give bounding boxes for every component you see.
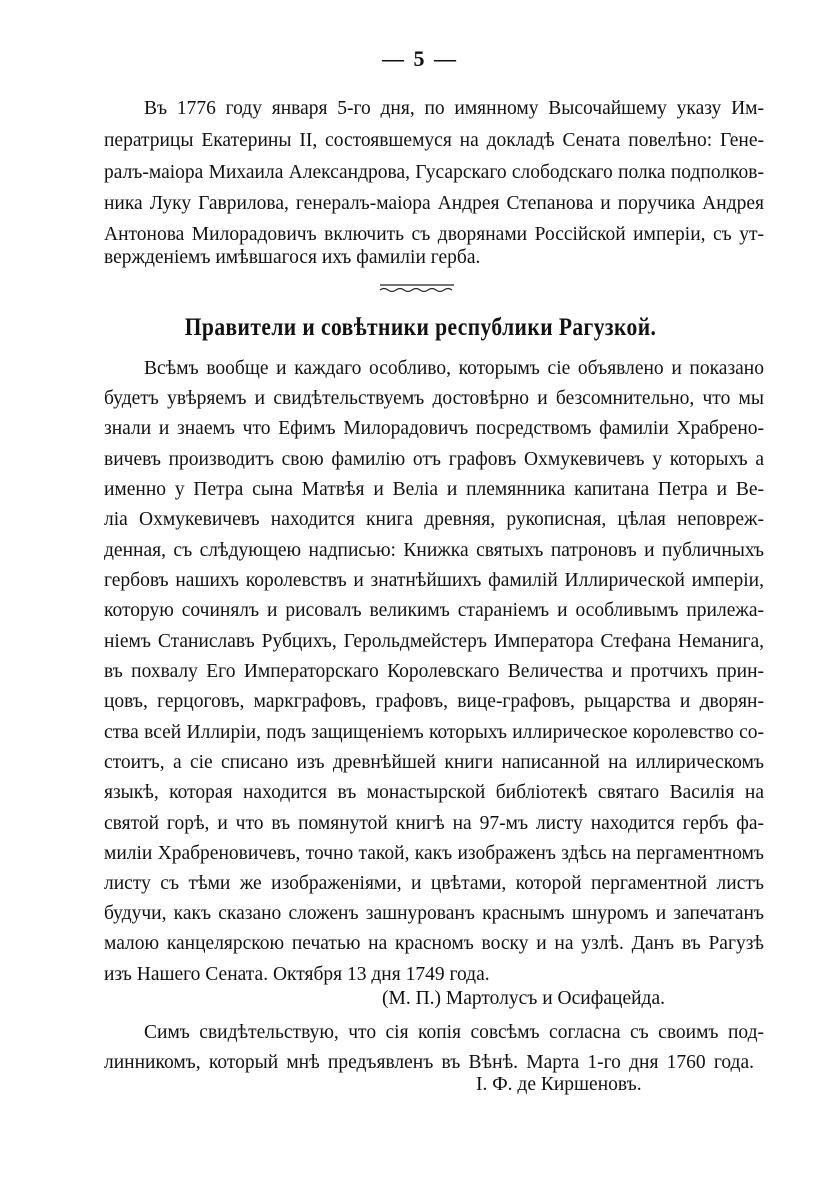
charter-line: денная, съ слѣдующею надписью: Книжка святыхъ патроновъ и публичныхъ [104, 540, 764, 561]
charter-line: въ похвалу Его Императорскаго Королевскаго Величества и протчихъ прин- [104, 661, 764, 682]
certification-line: линникомъ, который мнѣ предъявленъ въ Вѣнѣ. Марта 1-го дня 1760 года. [104, 1052, 754, 1073]
charter-line: языкѣ, которая находится въ монастырской библіотекѣ святаго Василія на [104, 782, 764, 803]
certification-signature: І. Ф. де Киршеновъ. [476, 1074, 642, 1095]
charter-line: святой горѣ, и что въ помянутой книгѣ на 97-мъ листу находится гербъ фа- [104, 813, 764, 834]
charter-line: малою канцелярскою печатью на красномъ воску и на узлѣ. Данъ въ Рагузѣ [104, 933, 764, 954]
charter-line: миліи Храбреновичевъ, точно такой, какъ изображенъ здѣсь на пергаментномъ [104, 843, 764, 864]
charter-line: ліа Охмукевичевъ находится книга древняя, рукописная, цѣлая неповреж- [104, 509, 764, 530]
intro-line: ралъ-маіора Михаила Александрова, Гусарскаго слободскаго полка подполков- [104, 162, 764, 183]
page-number: — 5 — [382, 46, 458, 71]
charter-line: Всѣмъ вообще и каждаго особливо, которымъ сіе объявлено и показано [144, 358, 764, 379]
intro-line: Въ 1776 году января 5-го дня, по имянному Высочайшему указу Им- [144, 98, 764, 119]
charter-line: вичевъ производитъ свою фамилію отъ графовъ Охмукевичевъ у которыхъ а [104, 449, 764, 470]
charter-line: будучи, какъ сказано сложенъ зашнурованъ краснымъ шнуромъ и запечатанъ [104, 903, 764, 924]
charter-line: гербовъ нашихъ королевствъ и знатнѣйшихъ фамилій Иллирической имперіи, [104, 570, 764, 591]
section-heading: Правители и совѣтники республики Рагузкой. [184, 314, 657, 341]
ornament-divider-icon [378, 282, 456, 294]
charter-line: листу съ тѣми же изображеніями, и цвѣтами, которой пергаментной листъ [104, 873, 764, 894]
intro-line: Антонова Милорадовичъ включить съ дворянами Россійской имперіи, съ ут- [104, 224, 764, 245]
intro-line: ника Луку Гаврилова, генералъ-маіора Андрея Степанова и поручика Андрея [104, 193, 764, 214]
charter-line: ства всей Иллиріи, подъ защищеніемъ которыхъ иллирическое королевство со- [104, 722, 764, 743]
charter-signature: (М. П.) Мартолусъ и Осифацейда. [382, 988, 665, 1009]
charter-line: стоитъ, а сіе списано изъ древнѣйшей книги написанной на иллирическомъ [104, 752, 764, 773]
certification-line: Симъ свидѣтельствую, что сія копія совсѣмъ согласна съ своимъ под- [144, 1022, 764, 1043]
charter-line: изъ Нашего Сената. Октября 13 дня 1749 года. [104, 964, 490, 985]
charter-line: именно у Петра сына Матвѣя и Веліа и племянника капитана Петра и Ве- [104, 479, 764, 500]
intro-line: ператрицы Екатерины II, состоявшемуся на докладѣ Сената повелѣно: Гене- [104, 130, 764, 151]
intro-line: вержденіемъ имѣвшагося ихъ фамиліи герба. [104, 247, 481, 268]
charter-line: которую сочинялъ и рисовалъ великимъ стараніемъ и особливымъ прилежа- [104, 600, 764, 621]
charter-line: цовъ, герцоговъ, маркграфовъ, графовъ, вице-графовъ, рыцарства и дворян- [104, 691, 764, 712]
charter-line: будетъ увѣряемъ и свидѣтельствуемъ достовѣрно и безсомнительно, что мы [104, 388, 764, 409]
charter-line: ніемъ Станиславъ Рубцихъ, Герольдмейстеръ Императора Стефана Неманига, [104, 631, 764, 652]
charter-line: знали и знаемъ что Ефимъ Милорадовичъ посредствомъ фамиліи Храбрено- [104, 418, 764, 439]
